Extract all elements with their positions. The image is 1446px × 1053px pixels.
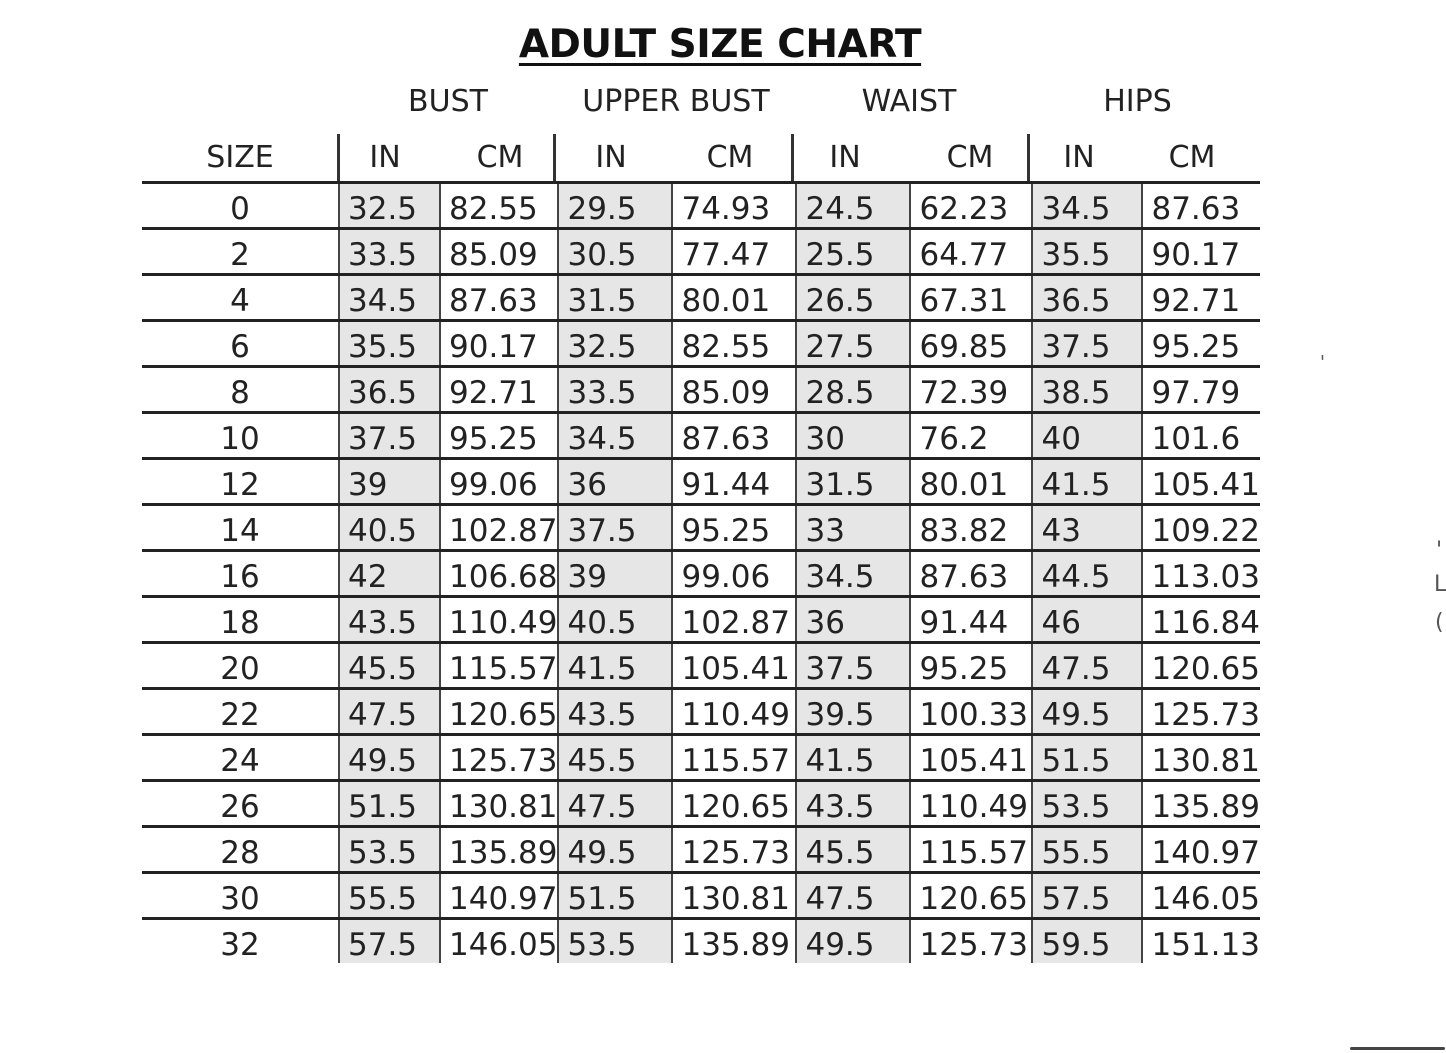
cell-waist-cm: 125.73 bbox=[910, 919, 1032, 964]
cell-bust-cm: 99.06 bbox=[440, 459, 558, 505]
table-row bbox=[142, 643, 1260, 689]
table-row bbox=[142, 873, 1260, 919]
cell-waist-cm: 76.2 bbox=[910, 413, 1032, 459]
column-header-hips-in: IN bbox=[1063, 140, 1095, 175]
size-chart-table bbox=[142, 181, 1260, 963]
chart-title: ADULT SIZE CHART bbox=[518, 22, 922, 67]
cell-upper-bust-in: 37.5 bbox=[558, 505, 672, 551]
cell-hips-in: 37.5 bbox=[1032, 321, 1142, 367]
cell-upper-bust-in: 40.5 bbox=[558, 597, 672, 643]
cell-bust-cm: 95.25 bbox=[440, 413, 558, 459]
column-header-upper-bust-cm: CM bbox=[706, 140, 754, 175]
cell-upper-bust-in: 53.5 bbox=[558, 919, 672, 964]
cell-upper-bust-cm: 82.55 bbox=[672, 321, 796, 367]
cell-size: 18 bbox=[142, 597, 339, 643]
cell-waist-in: 34.5 bbox=[796, 551, 910, 597]
table-body bbox=[142, 183, 1260, 964]
cell-upper-bust-cm: 110.49 bbox=[672, 689, 796, 735]
cell-bust-in: 33.5 bbox=[339, 229, 440, 275]
cell-upper-bust-in: 34.5 bbox=[558, 413, 672, 459]
table-row bbox=[142, 275, 1260, 321]
cell-hips-cm: 113.03 bbox=[1142, 551, 1259, 597]
cell-hips-in: 38.5 bbox=[1032, 367, 1142, 413]
cell-hips-cm: 92.71 bbox=[1142, 275, 1259, 321]
cell-hips-in: 46 bbox=[1032, 597, 1142, 643]
cell-size: 22 bbox=[142, 689, 339, 735]
cell-upper-bust-cm: 99.06 bbox=[672, 551, 796, 597]
cell-bust-cm: 102.87 bbox=[440, 505, 558, 551]
cell-hips-in: 57.5 bbox=[1032, 873, 1142, 919]
cell-upper-bust-cm: 105.41 bbox=[672, 643, 796, 689]
table-row bbox=[142, 459, 1260, 505]
cell-waist-cm: 115.57 bbox=[910, 827, 1032, 873]
cell-size: 16 bbox=[142, 551, 339, 597]
cell-hips-in: 51.5 bbox=[1032, 735, 1142, 781]
column-header-waist-in: IN bbox=[829, 140, 861, 175]
cell-size: 24 bbox=[142, 735, 339, 781]
cell-bust-in: 53.5 bbox=[339, 827, 440, 873]
cell-waist-cm: 87.63 bbox=[910, 551, 1032, 597]
cell-upper-bust-in: 45.5 bbox=[558, 735, 672, 781]
cell-size: 12 bbox=[142, 459, 339, 505]
table-row bbox=[142, 229, 1260, 275]
cell-upper-bust-cm: 95.25 bbox=[672, 505, 796, 551]
cell-hips-in: 34.5 bbox=[1032, 183, 1142, 229]
table-row bbox=[142, 827, 1260, 873]
cell-waist-cm: 100.33 bbox=[910, 689, 1032, 735]
cell-bust-in: 40.5 bbox=[339, 505, 440, 551]
header-divider bbox=[1027, 134, 1030, 182]
cell-upper-bust-in: 51.5 bbox=[558, 873, 672, 919]
cell-waist-in: 41.5 bbox=[796, 735, 910, 781]
cell-waist-cm: 67.31 bbox=[910, 275, 1032, 321]
cell-upper-bust-cm: 74.93 bbox=[672, 183, 796, 229]
cell-bust-cm: 115.57 bbox=[440, 643, 558, 689]
cell-hips-in: 44.5 bbox=[1032, 551, 1142, 597]
table-row bbox=[142, 367, 1260, 413]
cell-hips-cm: 135.89 bbox=[1142, 781, 1259, 827]
cell-upper-bust-cm: 130.81 bbox=[672, 873, 796, 919]
cell-waist-in: 27.5 bbox=[796, 321, 910, 367]
cell-size: 2 bbox=[142, 229, 339, 275]
cell-size: 14 bbox=[142, 505, 339, 551]
table-row bbox=[142, 735, 1260, 781]
cell-hips-in: 55.5 bbox=[1032, 827, 1142, 873]
cell-hips-cm: 105.41 bbox=[1142, 459, 1259, 505]
cell-hips-cm: 125.73 bbox=[1142, 689, 1259, 735]
cell-waist-cm: 72.39 bbox=[910, 367, 1032, 413]
cell-hips-cm: 90.17 bbox=[1142, 229, 1259, 275]
cell-size: 6 bbox=[142, 321, 339, 367]
cell-hips-in: 35.5 bbox=[1032, 229, 1142, 275]
cell-upper-bust-cm: 80.01 bbox=[672, 275, 796, 321]
table-row bbox=[142, 183, 1260, 229]
cell-waist-in: 28.5 bbox=[796, 367, 910, 413]
cell-waist-cm: 91.44 bbox=[910, 597, 1032, 643]
column-header-hips-cm: CM bbox=[1168, 140, 1216, 175]
cell-bust-in: 47.5 bbox=[339, 689, 440, 735]
cell-waist-cm: 62.23 bbox=[910, 183, 1032, 229]
cell-hips-cm: 120.65 bbox=[1142, 643, 1259, 689]
cell-bust-in: 42 bbox=[339, 551, 440, 597]
cell-waist-in: 37.5 bbox=[796, 643, 910, 689]
cell-size: 20 bbox=[142, 643, 339, 689]
cell-bust-in: 51.5 bbox=[339, 781, 440, 827]
group-header-hips: HIPS bbox=[1103, 84, 1172, 119]
cell-hips-cm: 130.81 bbox=[1142, 735, 1259, 781]
cell-upper-bust-cm: 125.73 bbox=[672, 827, 796, 873]
cell-waist-in: 30 bbox=[796, 413, 910, 459]
cell-waist-cm: 80.01 bbox=[910, 459, 1032, 505]
cell-upper-bust-in: 33.5 bbox=[558, 367, 672, 413]
group-header-waist: WAIST bbox=[861, 84, 957, 119]
cell-bust-cm: 85.09 bbox=[440, 229, 558, 275]
cell-bust-cm: 135.89 bbox=[440, 827, 558, 873]
cell-bust-in: 34.5 bbox=[339, 275, 440, 321]
cell-waist-in: 24.5 bbox=[796, 183, 910, 229]
cell-size: 28 bbox=[142, 827, 339, 873]
cell-hips-cm: 101.6 bbox=[1142, 413, 1259, 459]
cell-upper-bust-cm: 91.44 bbox=[672, 459, 796, 505]
cell-hips-in: 36.5 bbox=[1032, 275, 1142, 321]
cell-waist-cm: 120.65 bbox=[910, 873, 1032, 919]
stray-mark: ( bbox=[1435, 610, 1444, 635]
group-header-upper-bust: UPPER BUST bbox=[582, 84, 770, 119]
cell-size: 30 bbox=[142, 873, 339, 919]
stray-mark: ' bbox=[1436, 538, 1443, 563]
cell-bust-in: 57.5 bbox=[339, 919, 440, 964]
cell-bust-in: 45.5 bbox=[339, 643, 440, 689]
cell-waist-in: 26.5 bbox=[796, 275, 910, 321]
table-row bbox=[142, 505, 1260, 551]
cell-hips-in: 59.5 bbox=[1032, 919, 1142, 964]
cell-waist-cm: 83.82 bbox=[910, 505, 1032, 551]
header-divider bbox=[791, 134, 794, 182]
table-row bbox=[142, 551, 1260, 597]
cell-upper-bust-in: 29.5 bbox=[558, 183, 672, 229]
cell-hips-in: 41.5 bbox=[1032, 459, 1142, 505]
cell-size: 26 bbox=[142, 781, 339, 827]
cell-hips-cm: 95.25 bbox=[1142, 321, 1259, 367]
cell-waist-cm: 95.25 bbox=[910, 643, 1032, 689]
cell-upper-bust-cm: 102.87 bbox=[672, 597, 796, 643]
cell-upper-bust-cm: 85.09 bbox=[672, 367, 796, 413]
cell-hips-cm: 116.84 bbox=[1142, 597, 1259, 643]
cell-waist-cm: 69.85 bbox=[910, 321, 1032, 367]
cell-bust-in: 32.5 bbox=[339, 183, 440, 229]
stray-mark: ' bbox=[1320, 352, 1325, 373]
cell-waist-in: 39.5 bbox=[796, 689, 910, 735]
cell-upper-bust-in: 30.5 bbox=[558, 229, 672, 275]
cell-bust-cm: 120.65 bbox=[440, 689, 558, 735]
cell-bust-cm: 146.05 bbox=[440, 919, 558, 964]
cell-upper-bust-in: 47.5 bbox=[558, 781, 672, 827]
cell-hips-cm: 87.63 bbox=[1142, 183, 1259, 229]
stray-mark: L bbox=[1434, 572, 1446, 597]
cell-bust-cm: 82.55 bbox=[440, 183, 558, 229]
cell-bust-cm: 92.71 bbox=[440, 367, 558, 413]
cell-bust-cm: 125.73 bbox=[440, 735, 558, 781]
cell-bust-cm: 106.68 bbox=[440, 551, 558, 597]
cell-bust-in: 35.5 bbox=[339, 321, 440, 367]
cell-hips-in: 49.5 bbox=[1032, 689, 1142, 735]
table-row bbox=[142, 413, 1260, 459]
group-header-bust: BUST bbox=[408, 84, 488, 119]
table-row bbox=[142, 781, 1260, 827]
cell-bust-in: 37.5 bbox=[339, 413, 440, 459]
corner-line bbox=[1350, 1047, 1445, 1050]
cell-upper-bust-in: 32.5 bbox=[558, 321, 672, 367]
cell-upper-bust-in: 31.5 bbox=[558, 275, 672, 321]
cell-waist-in: 45.5 bbox=[796, 827, 910, 873]
cell-upper-bust-in: 39 bbox=[558, 551, 672, 597]
cell-size: 32 bbox=[142, 919, 339, 964]
cell-bust-cm: 140.97 bbox=[440, 873, 558, 919]
cell-bust-in: 36.5 bbox=[339, 367, 440, 413]
column-header-bust-in: IN bbox=[369, 140, 401, 175]
cell-upper-bust-in: 49.5 bbox=[558, 827, 672, 873]
cell-size: 4 bbox=[142, 275, 339, 321]
column-header-bust-cm: CM bbox=[476, 140, 524, 175]
cell-waist-in: 31.5 bbox=[796, 459, 910, 505]
cell-upper-bust-in: 43.5 bbox=[558, 689, 672, 735]
cell-waist-in: 47.5 bbox=[796, 873, 910, 919]
cell-hips-cm: 97.79 bbox=[1142, 367, 1259, 413]
table-row bbox=[142, 597, 1260, 643]
cell-hips-in: 40 bbox=[1032, 413, 1142, 459]
cell-waist-in: 25.5 bbox=[796, 229, 910, 275]
cell-upper-bust-cm: 135.89 bbox=[672, 919, 796, 964]
cell-waist-cm: 64.77 bbox=[910, 229, 1032, 275]
column-header-size: SIZE bbox=[206, 140, 274, 175]
cell-waist-in: 49.5 bbox=[796, 919, 910, 964]
column-header-waist-cm: CM bbox=[946, 140, 994, 175]
cell-hips-in: 43 bbox=[1032, 505, 1142, 551]
cell-hips-cm: 146.05 bbox=[1142, 873, 1259, 919]
cell-hips-in: 47.5 bbox=[1032, 643, 1142, 689]
cell-upper-bust-cm: 87.63 bbox=[672, 413, 796, 459]
cell-hips-cm: 109.22 bbox=[1142, 505, 1259, 551]
cell-upper-bust-cm: 77.47 bbox=[672, 229, 796, 275]
cell-upper-bust-in: 41.5 bbox=[558, 643, 672, 689]
cell-upper-bust-cm: 120.65 bbox=[672, 781, 796, 827]
cell-bust-in: 49.5 bbox=[339, 735, 440, 781]
cell-waist-in: 36 bbox=[796, 597, 910, 643]
cell-waist-in: 43.5 bbox=[796, 781, 910, 827]
cell-hips-cm: 151.13 bbox=[1142, 919, 1259, 964]
cell-size: 8 bbox=[142, 367, 339, 413]
cell-bust-in: 43.5 bbox=[339, 597, 440, 643]
cell-bust-cm: 110.49 bbox=[440, 597, 558, 643]
cell-bust-cm: 130.81 bbox=[440, 781, 558, 827]
cell-waist-cm: 105.41 bbox=[910, 735, 1032, 781]
cell-bust-cm: 90.17 bbox=[440, 321, 558, 367]
cell-hips-cm: 140.97 bbox=[1142, 827, 1259, 873]
table-row bbox=[142, 321, 1260, 367]
header-divider bbox=[337, 134, 340, 182]
table-row bbox=[142, 919, 1260, 964]
cell-upper-bust-in: 36 bbox=[558, 459, 672, 505]
cell-size: 0 bbox=[142, 183, 339, 229]
cell-bust-cm: 87.63 bbox=[440, 275, 558, 321]
cell-upper-bust-cm: 115.57 bbox=[672, 735, 796, 781]
cell-bust-in: 55.5 bbox=[339, 873, 440, 919]
cell-bust-in: 39 bbox=[339, 459, 440, 505]
table-row bbox=[142, 689, 1260, 735]
cell-size: 10 bbox=[142, 413, 339, 459]
cell-waist-in: 33 bbox=[796, 505, 910, 551]
cell-hips-in: 53.5 bbox=[1032, 781, 1142, 827]
column-header-upper-bust-in: IN bbox=[595, 140, 627, 175]
cell-waist-cm: 110.49 bbox=[910, 781, 1032, 827]
header-divider bbox=[553, 134, 556, 182]
